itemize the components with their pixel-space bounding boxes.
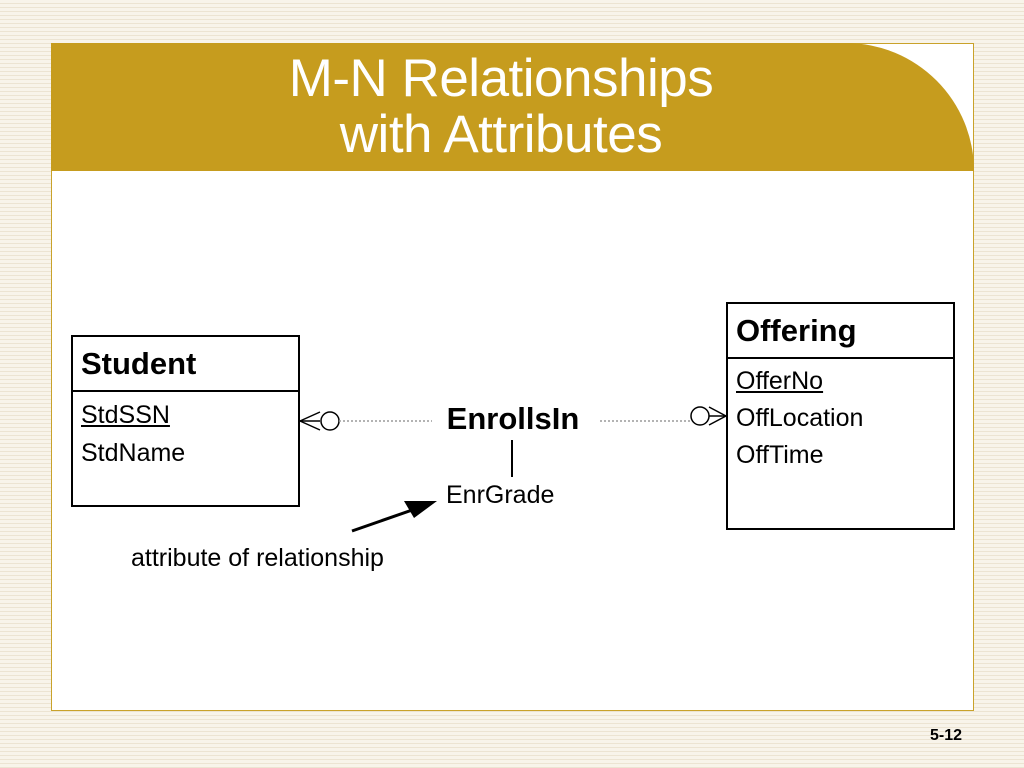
offering-crows-foot-upper <box>709 407 726 416</box>
student-crows-foot-upper <box>300 412 320 421</box>
student-crows-foot-lower <box>300 421 320 430</box>
annotation-arrow-shaft <box>352 508 418 531</box>
entity-offering-attributes <box>728 359 953 474</box>
title-line-2: with Attributes <box>339 105 663 164</box>
entity-student-attributes <box>73 392 298 472</box>
attribute-stdssn: StdSSN <box>81 401 170 429</box>
attribute-stdname: StdName <box>81 439 186 467</box>
entity-offering-name: Offering <box>728 304 953 359</box>
offering-crows-foot-lower <box>709 416 726 425</box>
attribute-offtime: OffTime <box>736 441 824 469</box>
attribute-offlocation: OffLocation <box>736 404 864 432</box>
relationship-attribute: EnrGrade <box>446 481 555 509</box>
page-number: 5-12 <box>929 727 962 744</box>
entity-student <box>71 335 300 507</box>
student-optional-circle <box>321 412 339 430</box>
entity-student-name: Student <box>73 337 298 392</box>
entity-offering <box>726 302 955 530</box>
title-line-1: M-N Relationships <box>288 49 714 108</box>
offering-optional-circle <box>691 407 709 425</box>
annotation-arrow-head <box>404 501 437 518</box>
annotation-text: attribute of relationship <box>131 544 384 572</box>
attribute-offerno: OfferNo <box>736 367 824 395</box>
relationship-name: EnrollsIn <box>446 401 580 436</box>
